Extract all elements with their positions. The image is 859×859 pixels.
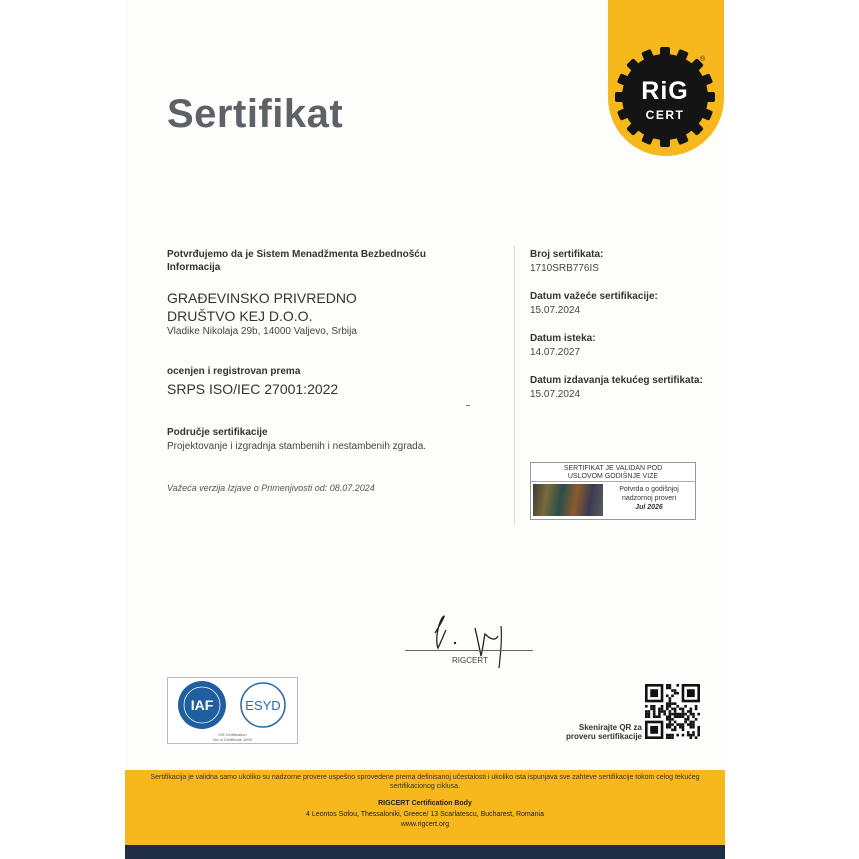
accreditation-note xyxy=(168,732,297,742)
logo-sub-text: CERT xyxy=(645,108,685,122)
expiry-date: 14.07.2027 xyxy=(530,347,581,358)
esyd-text: ESYD xyxy=(245,698,281,713)
footer-organization: RIGCERT Certification Body xyxy=(378,800,472,807)
signature-line xyxy=(405,650,533,651)
iaf-text: IAF xyxy=(190,697,214,713)
qr-caption-line-2: proveru sertifikacije xyxy=(565,732,642,741)
hologram-sticker xyxy=(533,484,603,516)
intro-line-1: Potvrđujemo da je Sistem Menadžmenta Bezbednošću xyxy=(167,249,426,260)
certificate-title: Sertifikat xyxy=(167,92,344,136)
qr-caption xyxy=(562,723,642,741)
soa-note: Važeća verzija Izjave o Primenjivosti od: 08.07.2024 xyxy=(167,483,375,493)
assessed-label: ocenjen i registrovan prema xyxy=(167,366,301,377)
footer-website: www.rigcert.org xyxy=(400,821,450,828)
scope-label: Područje sertifikacije xyxy=(167,427,268,438)
certificate-footer xyxy=(125,770,725,845)
accreditation-note-1: MS Certification xyxy=(218,732,247,737)
certificate-number-label: Broj sertifikata: xyxy=(530,249,604,260)
stamp-body-line-1: Potvrda o godišnjoj xyxy=(619,486,679,493)
expiry-date-label: Datum isteka: xyxy=(530,333,596,344)
column-divider xyxy=(514,245,515,525)
registered-mark: ® xyxy=(700,56,706,63)
logo-main-text: RiG xyxy=(641,77,689,105)
valid-date: 15.07.2024 xyxy=(530,305,581,316)
validity-stamp xyxy=(530,462,696,520)
scope-text: Projektovanje i izgradnja stambenih i nestambenih zgrada. xyxy=(167,441,427,452)
accreditation-logos xyxy=(167,677,298,744)
verification-qr-code[interactable] xyxy=(645,684,700,739)
company-address: Vladike Nikolaja 29b, 14000 Valjevo, Srbija xyxy=(167,326,357,337)
company-block xyxy=(167,289,427,325)
stamp-divider xyxy=(531,481,695,482)
issue-date-label: Datum izdavanja tekućeg sertifikata: xyxy=(530,375,703,386)
footer-bar xyxy=(125,845,725,859)
signature-label: RIGCERT xyxy=(452,656,488,665)
stamp-header-line-1: SERTIFIKAT JE VALIDAN POD xyxy=(563,465,663,472)
stamp-body-line-2: nadzornoj proveri xyxy=(621,495,677,502)
stamp-date: Jul 2026 xyxy=(635,504,663,511)
stamp-header xyxy=(531,465,695,481)
accreditation-note-2: No of Certificate 1099 xyxy=(213,737,252,742)
footer-address: 4 Leontos Sofou, Thessaloniki, Greece/ 13 Scarlatescu, Bucharest, Romania xyxy=(305,811,544,818)
qr-caption-line-1: Skenirajte QR za xyxy=(578,723,642,732)
valid-date-label: Datum važeće sertifikacije: xyxy=(530,291,658,302)
issue-date: 15.07.2024 xyxy=(530,389,581,400)
certificate-number: 1710SRB776IS xyxy=(530,263,599,274)
intro-line-2: Informacija xyxy=(167,262,221,273)
company-name-line-2: DRUŠTVO KEJ D.O.O. xyxy=(167,308,313,324)
stamp-header-line-2: USLOVOM GODIŠNJE VIZE xyxy=(567,473,659,480)
intro-text xyxy=(167,248,467,274)
footer-note: Sertifikacija je validna samo ukoliko su nadzorne provere uspešno sprovedene prema definisanoj učestalosti i ukoliko ista ispunjava sve zahteve sertifikacije tokom celog tekućeg sertifikacionog ciklusa. xyxy=(150,774,700,790)
stamp-body xyxy=(605,485,693,512)
accreditation-emblems xyxy=(168,678,297,732)
standard-name: SRPS ISO/IEC 27001:2022 xyxy=(167,381,339,397)
company-name-line-1: GRAĐEVINSKO PRIVREDNO xyxy=(167,290,357,306)
mark xyxy=(466,405,470,406)
